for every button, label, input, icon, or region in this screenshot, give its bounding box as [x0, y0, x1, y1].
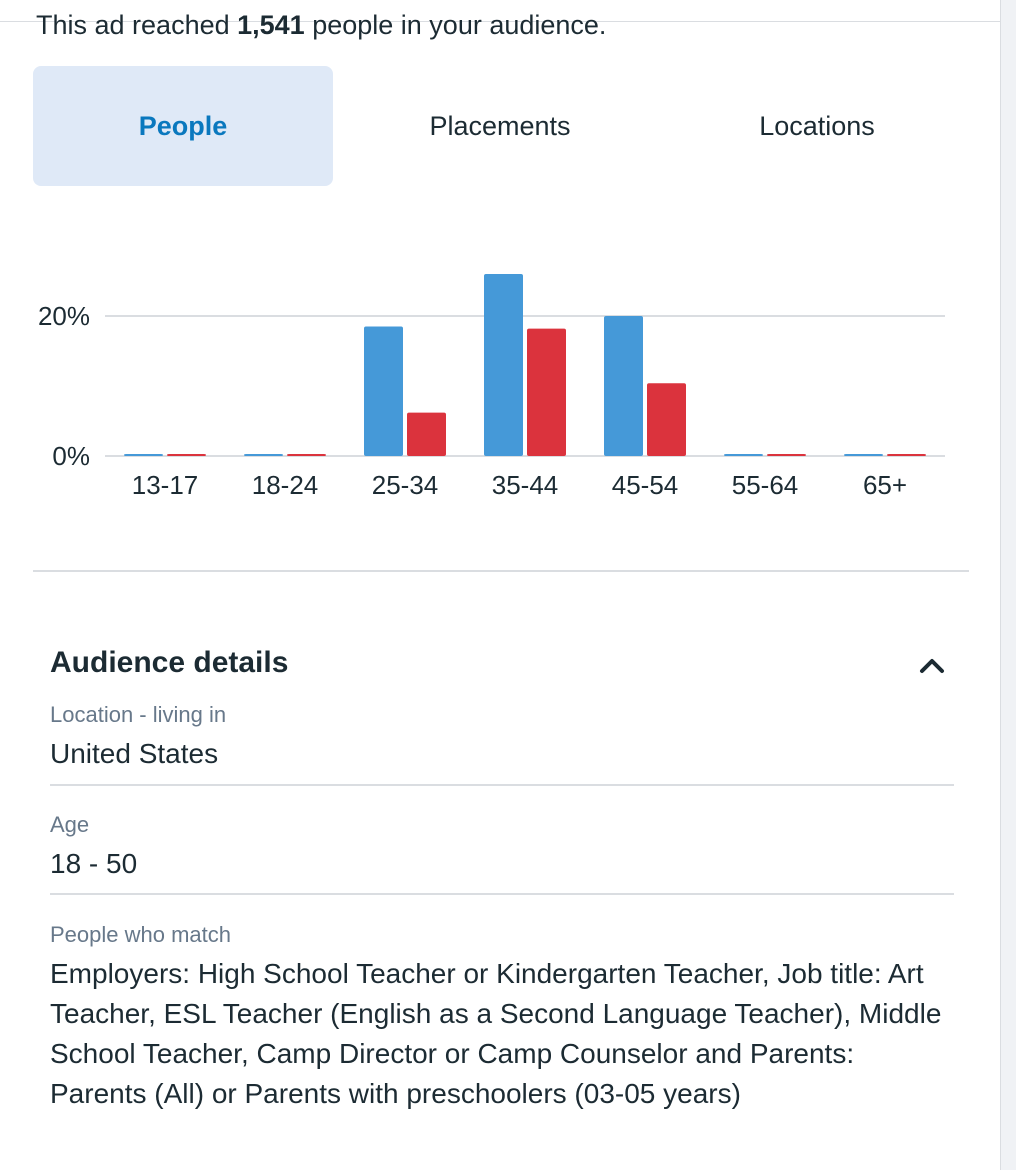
x-tick-label: 18-24	[251, 470, 319, 500]
y-tick-label: 20%	[37, 301, 90, 331]
reach-prefix: This ad reached	[36, 10, 238, 40]
tab-locations[interactable]: Locations	[759, 110, 875, 141]
age-gender-chart	[0, 220, 1000, 520]
bar-13-17-series-2	[167, 454, 206, 456]
reach-summary	[36, 10, 606, 41]
bar-55-64-series-1	[724, 454, 763, 456]
section-divider	[33, 570, 969, 572]
bar-35-44-series-1	[484, 274, 523, 456]
field-divider	[50, 784, 954, 786]
bar-65+-series-2	[887, 454, 926, 456]
bar-65+-series-1	[844, 454, 883, 456]
people-match-label: People who match	[50, 922, 231, 947]
people-match-value: Employers: High School Teacher or Kindergarten Teacher, Job title: Art Teacher, ESL Teacher (English as a Second Language Teacher), Middle School Teacher, Camp Director or Camp Counselor and Parents: Parents (All) or Parents with preschoolers (03-05 years)	[50, 958, 942, 1109]
location-label: Location - living in	[50, 702, 227, 727]
reach-suffix: people in your audience.	[304, 10, 607, 40]
y-tick-label: 0%	[52, 441, 90, 471]
tab-people[interactable]: People	[33, 66, 333, 186]
bar-18-24-series-2	[287, 454, 326, 456]
field-divider	[50, 893, 954, 895]
tab-placements[interactable]: Placements	[429, 110, 571, 141]
x-tick-label: 55-64	[731, 470, 799, 500]
age-field	[50, 812, 954, 884]
audience-details-title: Audience details	[50, 646, 289, 679]
age-value: 18 - 50	[50, 848, 138, 879]
scroll-rail[interactable]	[1000, 0, 1016, 1170]
bar-13-17-series-1	[124, 454, 163, 456]
location-value: United States	[50, 738, 219, 769]
location-field	[50, 702, 954, 774]
chart-canvas	[0, 220, 1000, 520]
people-match-field	[50, 922, 954, 1114]
reach-count: 1,541	[237, 10, 305, 40]
x-tick-label: 25-34	[371, 470, 439, 500]
bar-35-44-series-2	[527, 329, 566, 456]
age-label: Age	[50, 812, 90, 837]
bar-45-54-series-2	[647, 383, 686, 456]
bar-25-34-series-2	[407, 413, 446, 456]
chevron-up-icon[interactable]	[914, 648, 950, 684]
x-tick-label: 45-54	[611, 470, 679, 500]
bar-18-24-series-1	[244, 454, 283, 456]
bar-55-64-series-2	[767, 454, 806, 456]
x-tick-label: 65+	[862, 470, 908, 500]
breakdown-tabs	[33, 66, 985, 186]
bar-25-34-series-1	[364, 327, 403, 457]
x-tick-label: 35-44	[491, 470, 559, 500]
x-tick-label: 13-17	[131, 470, 199, 500]
bar-45-54-series-1	[604, 316, 643, 456]
